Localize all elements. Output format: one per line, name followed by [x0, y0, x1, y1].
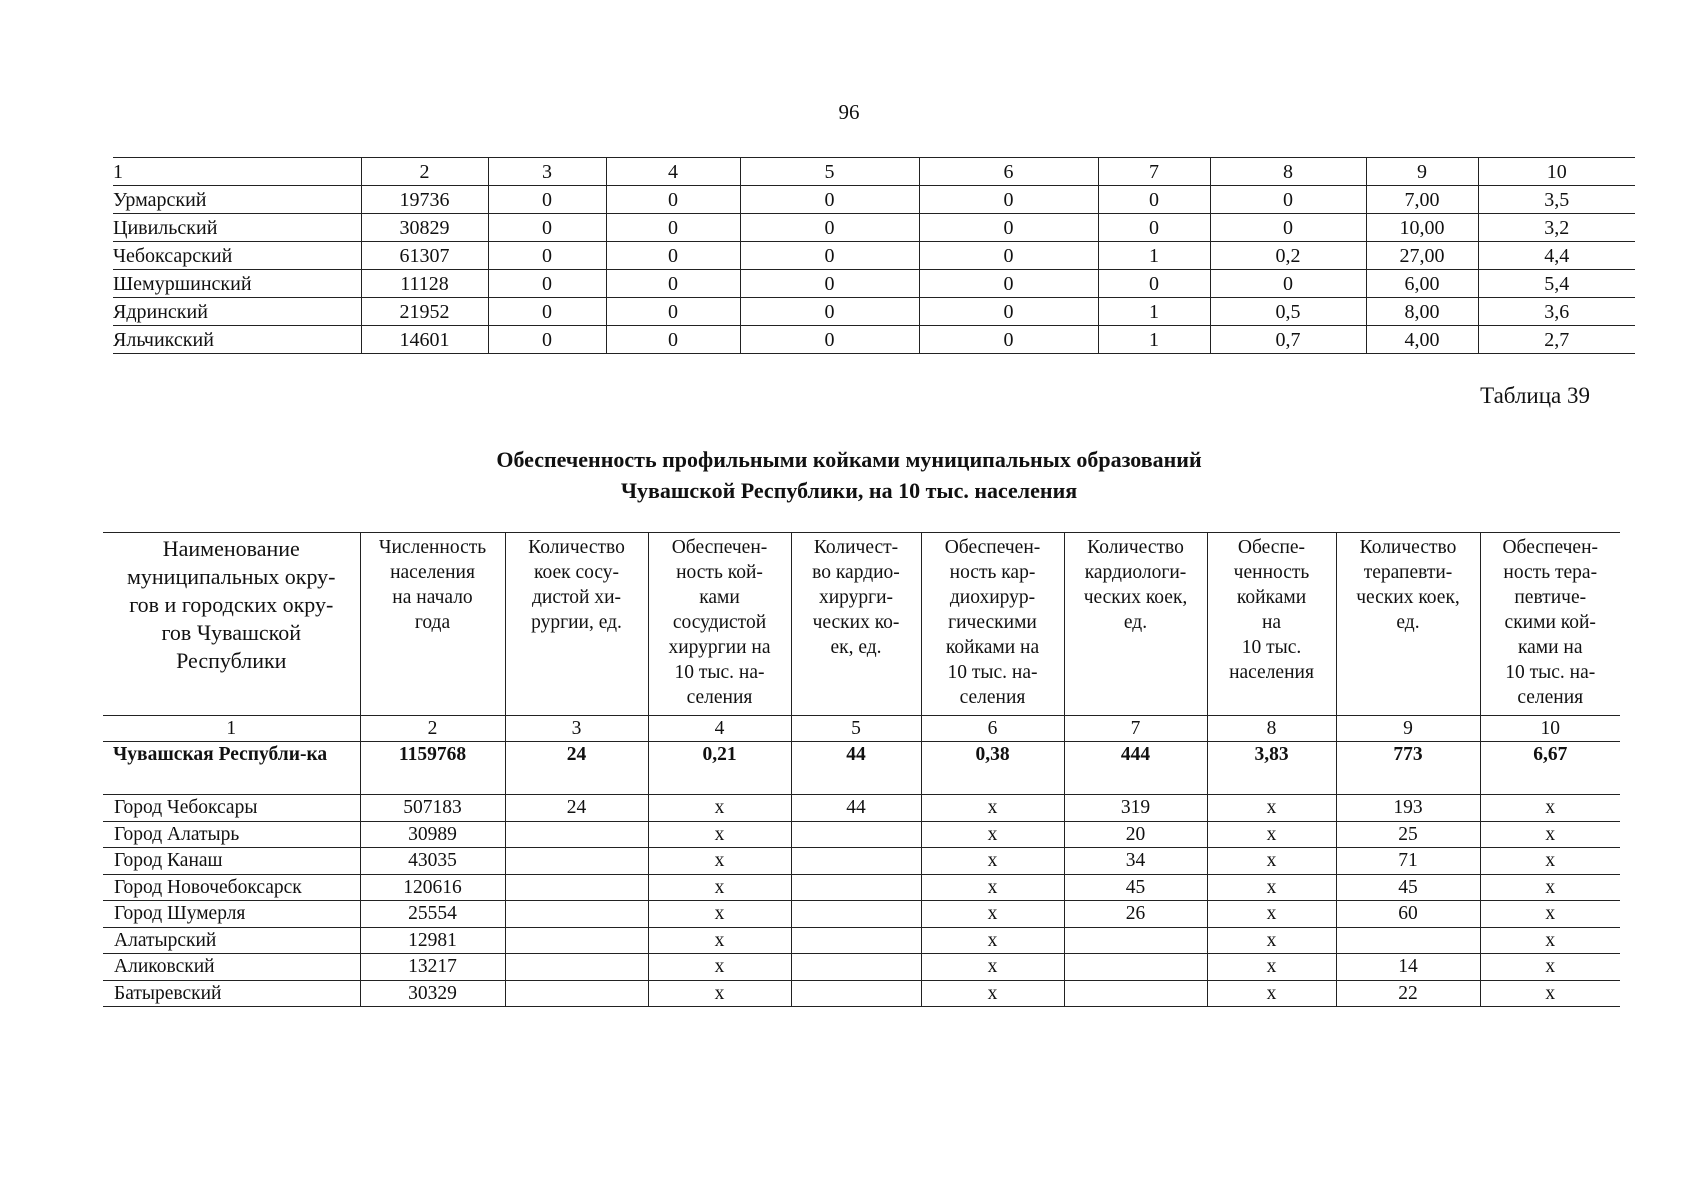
column-header-line: коек сосу- — [533, 562, 619, 583]
table-row — [103, 954, 1620, 981]
column-header-line: ками на — [1517, 637, 1583, 658]
table-cell: 1 — [1098, 326, 1210, 354]
column-header-line: населения — [1229, 662, 1314, 683]
table-cell — [791, 901, 921, 928]
column-number: 10 — [1478, 158, 1635, 186]
table-row — [113, 270, 1635, 298]
table-cell: 60 — [1336, 901, 1480, 928]
table-cell: 0,7 — [1210, 326, 1366, 354]
table-cell: х — [921, 795, 1064, 822]
column-number: 1 — [113, 158, 361, 186]
table-cell: 61307 — [361, 242, 488, 270]
total-cell: 773 — [1336, 742, 1480, 795]
table-cell: х — [1480, 848, 1620, 875]
table-cell: 4,4 — [1478, 242, 1635, 270]
district-name: Шемуршинский — [113, 270, 361, 298]
table-cell: 0 — [1098, 186, 1210, 214]
table-cell: 30829 — [361, 214, 488, 242]
column-header — [791, 533, 921, 716]
table-cell: 1 — [1098, 298, 1210, 326]
table-cell: 0 — [740, 242, 919, 270]
column-number: 5 — [791, 716, 921, 742]
column-header-line: Обеспе- — [1237, 537, 1306, 558]
table-cell: 30329 — [360, 980, 505, 1007]
total-cell: 24 — [505, 742, 648, 795]
table-cell: 0 — [919, 242, 1098, 270]
total-cell: 44 — [791, 742, 921, 795]
column-header — [648, 533, 791, 716]
table-cell: х — [1207, 980, 1336, 1007]
column-header-line: Республики — [176, 648, 287, 673]
table-row — [103, 901, 1620, 928]
table-cell — [791, 874, 921, 901]
table-cell: 0 — [919, 326, 1098, 354]
table-cell: 0 — [488, 242, 606, 270]
table-cell: 0 — [606, 214, 740, 242]
column-header-line: койками на — [945, 637, 1040, 658]
table-cell: 0 — [919, 186, 1098, 214]
table-cell: х — [1480, 927, 1620, 954]
column-header-line: диохирур- — [949, 587, 1036, 608]
table-label: Таблица 39 — [1480, 383, 1590, 408]
table-cell: 0 — [919, 214, 1098, 242]
table-cell: х — [648, 927, 791, 954]
table-cell: 25554 — [360, 901, 505, 928]
table-cell: 0 — [488, 214, 606, 242]
total-cell: 3,83 — [1207, 742, 1336, 795]
district-name: Батыревский — [103, 980, 360, 1007]
column-header-line: Наименование — [162, 536, 300, 561]
column-number: 8 — [1210, 158, 1366, 186]
column-header-line: койками — [1236, 587, 1307, 608]
table-cell — [791, 848, 921, 875]
table-row — [113, 298, 1635, 326]
table-cell — [1064, 980, 1207, 1007]
district-name: Аликовский — [103, 954, 360, 981]
column-header-line: рургии, ед. — [531, 612, 622, 633]
table-cell: 0 — [606, 326, 740, 354]
table-cell: 0 — [740, 298, 919, 326]
table-cell: 44 — [791, 795, 921, 822]
table-cell: 0 — [1210, 186, 1366, 214]
column-numbers-row — [113, 158, 1635, 186]
district-name: Яльчикский — [113, 326, 361, 354]
table-cell: 45 — [1064, 874, 1207, 901]
table-cell: 7,00 — [1366, 186, 1478, 214]
table-cell: 2,7 — [1478, 326, 1635, 354]
table-cell: 0 — [1210, 214, 1366, 242]
column-header-line: Количест- — [813, 537, 899, 558]
column-header-line: 10 тыс. на- — [947, 662, 1038, 683]
column-number: 8 — [1207, 716, 1336, 742]
table-cell: х — [648, 874, 791, 901]
table-cell: х — [648, 901, 791, 928]
table-cell: х — [921, 874, 1064, 901]
district-name: Цивильский — [113, 214, 361, 242]
table-cell — [505, 901, 648, 928]
table-cell — [505, 980, 648, 1007]
column-header — [1207, 533, 1336, 716]
table-cell: 1 — [1098, 242, 1210, 270]
table-cell: 12981 — [360, 927, 505, 954]
table-cell: 26 — [1064, 901, 1207, 928]
table-cell: 0,5 — [1210, 298, 1366, 326]
district-name: Урмарский — [113, 186, 361, 214]
table-cell: 0,2 — [1210, 242, 1366, 270]
table-cell: х — [1207, 901, 1336, 928]
column-header-line: хирургии на — [668, 637, 771, 658]
column-header-line: на начало — [392, 587, 473, 608]
table-cell: х — [1207, 874, 1336, 901]
table-cell: х — [921, 927, 1064, 954]
table-row — [103, 795, 1620, 822]
table-cell: х — [648, 848, 791, 875]
table-cell: 11128 — [361, 270, 488, 298]
column-header-line: населения — [390, 562, 475, 583]
column-header-line: сосудистой — [672, 612, 767, 633]
table-cell: 3,6 — [1478, 298, 1635, 326]
table-cell: 0 — [488, 186, 606, 214]
table-cell: х — [921, 980, 1064, 1007]
column-header-line: ческих ко- — [812, 612, 900, 633]
column-header-line: во кардио- — [812, 562, 900, 583]
table-cell: 24 — [505, 795, 648, 822]
table-cell — [1064, 954, 1207, 981]
district-name: Город Канаш — [103, 848, 360, 875]
column-header-line: ческих коек, — [1083, 587, 1188, 608]
table-cell: х — [921, 821, 1064, 848]
table-cell: 10,00 — [1366, 214, 1478, 242]
table-cell: 0 — [606, 242, 740, 270]
column-header-line: гов и городских окру- — [129, 592, 334, 617]
table-cell: х — [1480, 980, 1620, 1007]
column-header-line: ченность — [1233, 562, 1310, 583]
table-cell: 19736 — [361, 186, 488, 214]
column-header — [505, 533, 648, 716]
table-cell: х — [1207, 821, 1336, 848]
table-row — [103, 848, 1620, 875]
column-header-line: терапевти- — [1363, 562, 1453, 583]
total-cell: 0,21 — [648, 742, 791, 795]
table-cell: 22 — [1336, 980, 1480, 1007]
column-number: 3 — [505, 716, 648, 742]
table-row — [103, 821, 1620, 848]
table-cell: х — [648, 821, 791, 848]
column-header-line: Обеспечен- — [944, 537, 1041, 558]
district-name: Чебоксарский — [113, 242, 361, 270]
table-cell — [791, 980, 921, 1007]
column-header — [1480, 533, 1620, 716]
table-cell: 8,00 — [1366, 298, 1478, 326]
column-number: 2 — [361, 158, 488, 186]
district-name: Город Шумерля — [103, 901, 360, 928]
column-header-line: ед. — [1396, 612, 1420, 633]
table-cell: 0 — [488, 326, 606, 354]
column-header — [1064, 533, 1207, 716]
continuation-table — [113, 157, 1635, 354]
table-cell: х — [648, 795, 791, 822]
table-cell: 0 — [488, 298, 606, 326]
column-header-line: Количество — [1087, 537, 1184, 558]
column-number: 2 — [360, 716, 505, 742]
table-cell: 0 — [1098, 214, 1210, 242]
table-cell: 0 — [1098, 270, 1210, 298]
column-number: 10 — [1480, 716, 1620, 742]
table-cell: х — [1480, 821, 1620, 848]
column-header-line: ек, ед. — [830, 637, 882, 658]
column-header-line: гическими — [948, 612, 1037, 633]
table-title-line: Чувашской Республики, на 10 тыс. населения — [620, 478, 1078, 503]
district-name: Город Новочебоксарск — [103, 874, 360, 901]
table-cell: 0 — [1210, 270, 1366, 298]
column-header — [1336, 533, 1480, 716]
table-cell: 0 — [488, 270, 606, 298]
table-cell: 4,00 — [1366, 326, 1478, 354]
column-number: 9 — [1366, 158, 1478, 186]
column-header-line: хирурги- — [818, 587, 894, 608]
column-header-line: дистой хи- — [531, 587, 622, 608]
district-name: Алатырский — [103, 927, 360, 954]
table-cell: 507183 — [360, 795, 505, 822]
table-cell: 0 — [740, 186, 919, 214]
table-cell — [791, 954, 921, 981]
table-row — [113, 186, 1635, 214]
column-header-line: Количество — [1359, 537, 1457, 558]
district-name: Город Чебоксары — [103, 795, 360, 822]
table-cell: 0 — [919, 298, 1098, 326]
column-number: 7 — [1064, 716, 1207, 742]
column-header-line: 10 тыс. на- — [674, 662, 765, 683]
table-row — [113, 242, 1635, 270]
table-cell: 0 — [740, 270, 919, 298]
column-number: 6 — [919, 158, 1098, 186]
table-cell: 14601 — [361, 326, 488, 354]
column-header-line: на — [1261, 612, 1282, 633]
column-header-line: ед. — [1123, 612, 1148, 633]
column-header-line: ческих коек, — [1356, 587, 1460, 608]
table-cell: 0 — [919, 270, 1098, 298]
table-cell: х — [1480, 954, 1620, 981]
table-cell: х — [1480, 795, 1620, 822]
table-cell: 21952 — [361, 298, 488, 326]
header-row — [103, 533, 1620, 716]
column-number: 4 — [606, 158, 740, 186]
column-number: 5 — [740, 158, 919, 186]
column-header-line: муниципальных окру- — [126, 564, 336, 589]
page-number: 96 — [838, 100, 860, 124]
table-cell: х — [921, 848, 1064, 875]
table-cell: 34 — [1064, 848, 1207, 875]
table-cell: 0 — [606, 186, 740, 214]
column-header-line: Численность — [378, 537, 487, 558]
beds-table — [103, 532, 1620, 1007]
column-header-line: ность кой- — [676, 562, 763, 583]
table-cell: 5,4 — [1478, 270, 1635, 298]
table-cell: 0 — [606, 270, 740, 298]
column-number: 6 — [921, 716, 1064, 742]
column-number: 9 — [1336, 716, 1480, 742]
table-cell: х — [1480, 874, 1620, 901]
table-row — [103, 874, 1620, 901]
table-cell: 0 — [740, 326, 919, 354]
column-header-line: ность кар- — [949, 562, 1036, 583]
column-numbers-row — [103, 716, 1620, 742]
table-cell — [505, 927, 648, 954]
column-header-line: гов Чувашской — [161, 620, 302, 645]
table-cell: 3,2 — [1478, 214, 1635, 242]
column-header-line: скими кой- — [1504, 612, 1596, 633]
column-number: 4 — [648, 716, 791, 742]
table-cell: 3,5 — [1478, 186, 1635, 214]
table-cell: х — [1207, 848, 1336, 875]
table-cell: 45 — [1336, 874, 1480, 901]
column-header — [921, 533, 1064, 716]
column-header-line: кардиологи- — [1084, 562, 1187, 583]
table-cell: х — [1207, 954, 1336, 981]
table-cell: 6,00 — [1366, 270, 1478, 298]
table-cell: 13217 — [360, 954, 505, 981]
table-cell: 0 — [740, 214, 919, 242]
total-cell: 0,38 — [921, 742, 1064, 795]
table-cell: 25 — [1336, 821, 1480, 848]
table-cell: 120616 — [360, 874, 505, 901]
republic-name: Чувашская Республи-ка — [103, 742, 360, 795]
total-cell: 444 — [1064, 742, 1207, 795]
table-cell — [505, 821, 648, 848]
column-header — [360, 533, 505, 716]
table-cell: 30989 — [360, 821, 505, 848]
table-cell: 319 — [1064, 795, 1207, 822]
column-header-line: селения — [1517, 687, 1584, 708]
column-header-line: 10 тыс. — [1241, 637, 1302, 658]
column-header-line: 10 тыс. на- — [1505, 662, 1596, 683]
table-cell: х — [1207, 927, 1336, 954]
column-header-line: года — [414, 612, 451, 633]
table-row — [103, 927, 1620, 954]
table-cell — [505, 874, 648, 901]
column-header-line: селения — [959, 687, 1026, 708]
total-row — [103, 742, 1620, 795]
table-cell — [1064, 927, 1207, 954]
district-name: Ядринский — [113, 298, 361, 326]
table-cell: 0 — [606, 298, 740, 326]
table-row — [113, 326, 1635, 354]
column-header-line: Обеспечен- — [671, 537, 768, 558]
table-cell — [791, 821, 921, 848]
column-number: 3 — [488, 158, 606, 186]
table-cell — [505, 954, 648, 981]
table-title-line: Обеспеченность профильными койками муниципальных образований — [496, 447, 1202, 472]
table-cell — [1336, 927, 1480, 954]
column-header-line: селения — [686, 687, 753, 708]
column-header-line: певтиче- — [1514, 587, 1587, 608]
table-cell: х — [648, 980, 791, 1007]
table-cell: 43035 — [360, 848, 505, 875]
table-cell: 193 — [1336, 795, 1480, 822]
table-cell: х — [648, 954, 791, 981]
column-number: 7 — [1098, 158, 1210, 186]
column-header-line: ками — [699, 587, 740, 608]
table-cell: 20 — [1064, 821, 1207, 848]
column-number: 1 — [103, 716, 360, 742]
column-header-line: ность тера- — [1503, 562, 1598, 583]
table-cell: х — [921, 901, 1064, 928]
total-cell: 1159768 — [360, 742, 505, 795]
table-row — [103, 980, 1620, 1007]
column-header — [103, 533, 360, 716]
table-cell: х — [1207, 795, 1336, 822]
total-cell: 6,67 — [1480, 742, 1620, 795]
table-cell: х — [921, 954, 1064, 981]
column-header-line: Количество — [528, 537, 625, 558]
table-cell: х — [1480, 901, 1620, 928]
district-name: Город Алатырь — [103, 821, 360, 848]
table-row — [113, 214, 1635, 242]
table-title — [0, 444, 1698, 506]
table-cell — [791, 927, 921, 954]
table-cell: 27,00 — [1366, 242, 1478, 270]
table-cell: 71 — [1336, 848, 1480, 875]
column-header-line: Обеспечен- — [1502, 537, 1599, 558]
table-cell: 14 — [1336, 954, 1480, 981]
table-cell — [505, 848, 648, 875]
